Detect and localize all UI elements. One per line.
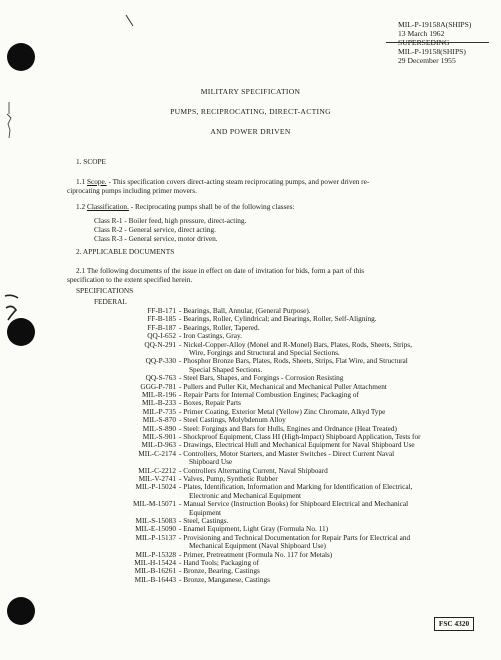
- classification-paragraph: 1.2 Classification. - Reciprocating pumps shall be of the following classes:: [76, 202, 295, 211]
- section-2-heading: 2. APPLICABLE DOCUMENTS: [76, 247, 175, 256]
- spec-code: QQ-I-652: [147, 331, 176, 341]
- doc-id: MIL-P-19158A(SHIPS): [398, 20, 472, 29]
- spec-description: - Bearings, Roller, Tapered.: [179, 322, 260, 332]
- scope-label: Scope.: [86, 177, 107, 186]
- spec-code: MIL-P-15024: [135, 482, 176, 492]
- spec-description: - Nickel-Copper-Alloy (Monel and R-Monel) Bars, Plates, Rods, Sheets, Strips,: [179, 339, 412, 349]
- margin-mark-left-lower: [2, 290, 22, 330]
- applicable-docs-line-2: specification to the extent specified herein.: [67, 275, 193, 284]
- spec-description: - Boxes, Repair Parts: [179, 398, 242, 408]
- spec-description: - Drawings, Electrical Hull and Mechanical Equipment for Naval Shipboard Use: [179, 440, 415, 450]
- spec-description: - Bearings, Roller, Cylindrical; and Bearings, Roller, Self-Aligning.: [179, 314, 377, 324]
- fsc-box: FSC 4320: [434, 617, 474, 631]
- spec-code: FF-B-171: [147, 306, 176, 315]
- spec-code: MIL-S-890: [142, 423, 176, 433]
- superseded-date: 29 December 1955: [398, 56, 456, 65]
- spec-code: FF-B-185: [147, 314, 176, 324]
- punch-hole-top: [7, 43, 35, 71]
- classification-label: Classification.: [86, 202, 129, 211]
- spec-description: Wire, Forgings and Structural and Special Sections.: [189, 348, 340, 357]
- spec-code: MIL-B-16261: [134, 566, 176, 576]
- class-r2: Class R-2 - General service, direct acting.: [94, 225, 216, 234]
- spec-description: - Repair Parts for Internal Combustion Engines; Packaging of: [179, 390, 359, 399]
- spec-code: MIL-P-15137: [135, 532, 176, 542]
- spec-description: - Plates, Identification, Information and Marking for Identification of Electrical,: [179, 482, 413, 492]
- spec-description: - Controllers, Motor Starters, and Master Switches - Direct Current Naval: [179, 448, 395, 458]
- spec-description: - Steel Castings, Molybdenum Alloy: [179, 415, 286, 425]
- spec-description: - Valves, Pump, Synthetic Rubber: [179, 474, 278, 483]
- class-r3: Class R-3 - General service, motor driven.: [94, 234, 218, 243]
- spec-code: MIL-R-196: [141, 390, 176, 399]
- spec-code: QQ-P-330: [145, 356, 176, 366]
- spec-description: Special Shaped Sections.: [189, 364, 263, 374]
- spec-description: - Bronze, Manganese, Castings: [179, 574, 270, 584]
- spec-code: GGG-P-781: [140, 381, 176, 391]
- spec-description: Mechanical Equipment (Naval Shipboard Use): [189, 541, 326, 551]
- spec-description: - Steel, Castings.: [179, 516, 229, 525]
- class-r1: Class R-1 - Boiler feed, high pressure, direct-acting.: [94, 216, 247, 225]
- federal-heading: FEDERAL: [94, 297, 127, 306]
- spec-code: MIL-M-15071: [133, 499, 176, 509]
- doc-date: 13 March 1962: [398, 29, 445, 38]
- spec-description: - Hand Tools; Packaging of: [179, 558, 260, 567]
- superseding-label: SUPERSEDING: [398, 38, 450, 47]
- title-line-1: MILITARY SPECIFICATION: [200, 87, 301, 96]
- spec-description: - Iron Castings, Gray.: [179, 331, 242, 341]
- spec-code: FF-B-187: [147, 322, 176, 332]
- spec-description: - Bearings, Ball, Annular, (General Purpose).: [179, 306, 311, 315]
- spec-description: - Primer, Pretreatment (Formula No. 117 for Metals): [179, 549, 333, 559]
- specifications-heading: SPECIFICATIONS: [76, 286, 134, 295]
- spec-code: MIL-C-2212: [138, 465, 176, 475]
- spec-code: MIL-B-16443: [134, 574, 176, 584]
- spec-description: Shipboard Use: [189, 457, 233, 467]
- spec-code: MIL-S-870: [142, 415, 176, 425]
- spec-code: MIL-P-735: [142, 406, 176, 416]
- spec-description: - Provisioning and Technical Documentation for Repair Parts for Electrical and: [179, 532, 411, 542]
- spec-code: MIL-P-15328: [135, 549, 176, 559]
- spec-description: - Phosphor Bronze Bars, Plates, Rods, Sheets, Strips, Flat Wire, and Structural: [179, 356, 408, 366]
- scan-mark-top: [125, 14, 135, 28]
- title-line-2: PUMPS, RECIPROCATING, DIRECT-ACTING: [170, 107, 331, 116]
- spec-description: - Manual Service (Instruction Books) for Shipboard Electrical and Mechanical: [179, 499, 409, 509]
- spec-code: MIL-B-233: [141, 398, 176, 408]
- spec-code: MIL-E-15090: [135, 524, 176, 534]
- superseded-id: MIL-P-19158(SHIPS): [398, 47, 466, 56]
- spec-description: - Primer Coating, Exterior Metal (Yellow) Zinc Chromate, Alkyd Type: [179, 406, 386, 416]
- spec-code: MIL-H-15424: [134, 558, 176, 567]
- spec-description: Equipment: [189, 507, 222, 517]
- spec-description: - Steel: Forgings and Bars for Hulls, Engines and Ordnance (Heat Treated): [179, 423, 397, 433]
- spec-code: MIL-C-2174: [138, 448, 176, 458]
- spec-description: - Enamel Equipment, Light Gray (Formula No. 11): [179, 524, 329, 534]
- spec-description: Electronic and Mechanical Equipment: [189, 490, 302, 500]
- spec-code: MIL-D-963: [141, 440, 176, 450]
- spec-description: - Pullers and Puller Kit, Mechanical and Mechanical Puller Attachment: [179, 381, 387, 391]
- title-line-3: AND POWER DRIVEN: [210, 127, 291, 136]
- spec-description: - Bronze, Bearing, Castings: [179, 566, 260, 576]
- spec-code: MIL-S-901: [142, 432, 176, 441]
- applicable-docs-line-1: 2.1 The following documents of the issue in effect on date of invitation for bids, form a part of this: [76, 266, 365, 275]
- scope-paragraph-line-1: 1.1 Scope. - This specification covers direct-acting steam reciprocating pumps, and power driven re-: [76, 177, 370, 186]
- section-1-heading: 1. SCOPE: [76, 157, 107, 166]
- spec-code: QQ-S-763: [145, 373, 176, 383]
- punch-hole-bottom: [7, 597, 35, 625]
- spec-code: QQ-N-291: [144, 339, 176, 349]
- spec-code: MIL-V-2741: [138, 474, 176, 483]
- spec-description: - Steel Bars, Shapes, and Forgings - Corrosion Resisting: [179, 373, 344, 383]
- scope-paragraph-line-2: ciprocating pumps including primer movers.: [67, 186, 197, 195]
- spec-description: - Controllers Alternating Current, Naval Shipboard: [179, 465, 328, 475]
- spec-code: MIL-S-15083: [135, 516, 176, 525]
- spec-description: - Shockproof Equipment, Class HI (High-Impact) Shipboard Application, Tests for: [179, 432, 421, 441]
